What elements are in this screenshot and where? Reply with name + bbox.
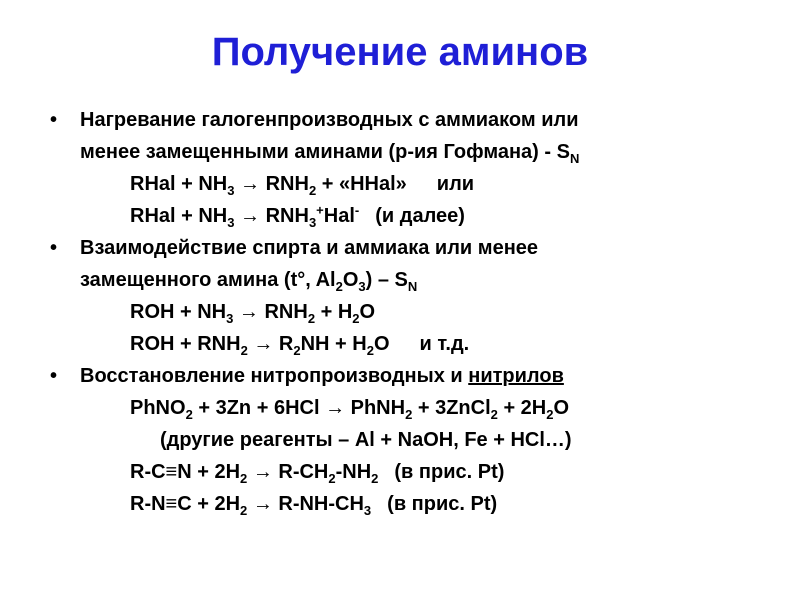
bullet-marker: •	[50, 237, 58, 259]
formula-roh-rnh2: ROH + $RNH_2 \to R_2NH + H_2O$ и т.д.	[130, 333, 470, 358]
bullet-halide-heating	[50, 104, 770, 168]
bullet-text-line2: замещенного амина (t°, $Al_2O_3) - S_N$	[80, 269, 418, 294]
slide-content	[50, 104, 770, 520]
bullet-alcohol-ammonia	[50, 232, 770, 296]
bullet-marker: •	[50, 365, 58, 387]
formula-phno2-reduction: PhNO$_2$ + 3Zn + 6HCl → PhNH$_2$ + 3ZnCl$_2$ + $2H_2O$	[130, 397, 570, 422]
formula-other-reagents: (другие реагенты – Al + NaOH, Fe + HCl…)	[160, 429, 572, 451]
bullet-text-line2: менее замещенными аминами (р-ия Гофмана) - $S_N$	[80, 141, 580, 166]
formula-roh-nh3: ROH + $NH_3 \to RNH_2 + H_2O$	[130, 301, 376, 326]
slide-title: Получение аминов	[211, 30, 589, 74]
bullet-marker: •	[50, 109, 58, 131]
bullet-text-line1: Нагревание галогенпроизводных с аммиаком или	[80, 109, 579, 131]
bullet-text-line1: Взаимодействие спирта и аммиака или менее	[80, 237, 539, 259]
formula-rhal-nh3-hhal: RHal + $NH_3 \to RNH_2$ + «HHal» или	[130, 173, 475, 198]
underlined-word: нитрилов	[468, 365, 564, 387]
formula-rhal-nh3-salt: RHal + $NH_3 \to RNH_3^+Hal^-$ (и далее)	[130, 202, 465, 230]
formula-isonitrile-reduction: $R-N\equiv C + 2H_2 \to R-NH-CH_3$ (в прис. Pt)	[130, 493, 498, 518]
bullet-text: Восстановление нитропроизводных и нитрилов	[80, 365, 564, 387]
bullet-reduction	[50, 360, 770, 392]
formula-nitrile-reduction: $R-C\equiv N + 2H_2 \to R-CH_2-NH_2$ (в прис. Pt)	[130, 461, 505, 486]
